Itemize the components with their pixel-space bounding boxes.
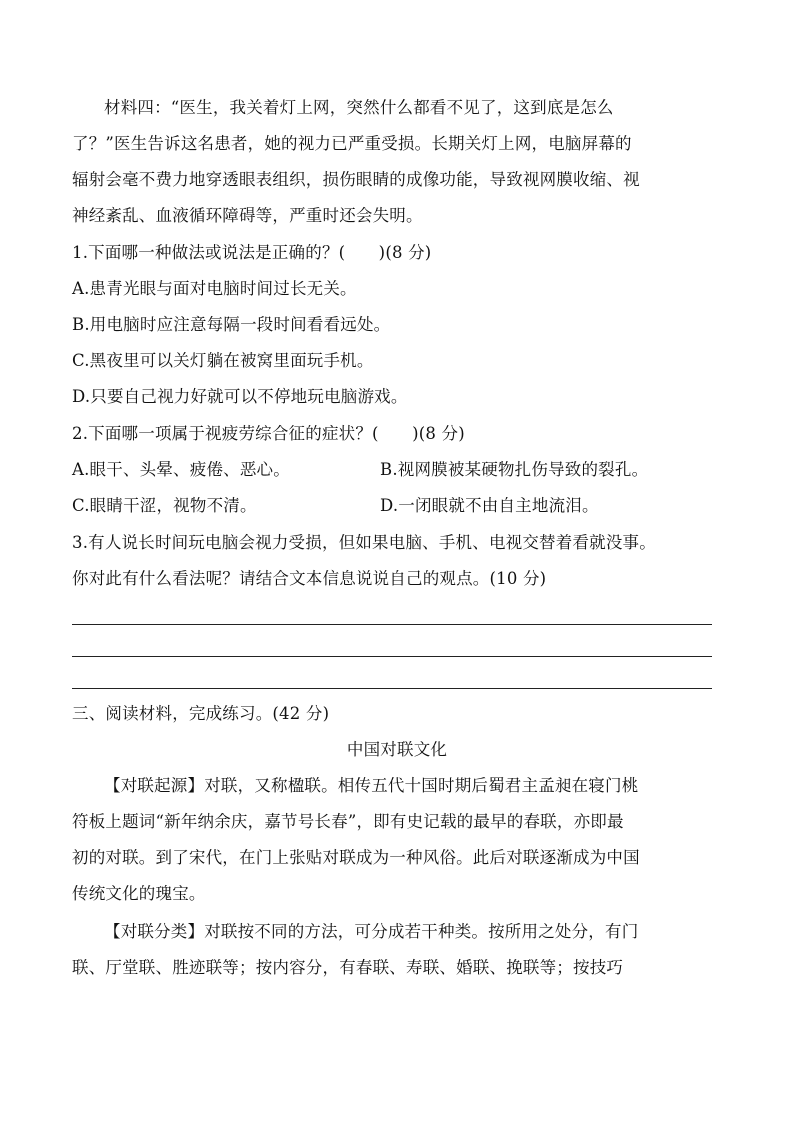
question-2-option-b: B.视网膜被某硬物扎伤导致的裂孔。 bbox=[380, 460, 649, 479]
question-1-option-a: A.患青光眼与面对电脑时间过长无关。 bbox=[72, 279, 357, 298]
origin-paragraph-line-4: 传统文化的瑰宝。 bbox=[72, 884, 206, 903]
material4-line-4: 神经紊乱、血液循环障碍等，严重时还会失明。 bbox=[72, 206, 423, 225]
section-3-heading: 三、阅读材料，完成练习。(42 分) bbox=[72, 704, 330, 723]
answer-line-3[interactable] bbox=[72, 688, 712, 689]
question-3-line-1: 3.有人说长时间玩电脑会视力受损，但如果电脑、手机、电视交替着看就没事。 bbox=[72, 533, 656, 552]
material4-line-2: 了？”医生告诉这名患者，她的视力已严重受损。长期关灯上网，电脑屏幕的 bbox=[72, 134, 632, 153]
question-1-stem: 1.下面哪一种做法或说法是正确的？( )(8 分) bbox=[72, 243, 432, 262]
question-1-option-b: B.用电脑时应注意每隔一段时间看看远处。 bbox=[72, 315, 391, 334]
category-paragraph-line-2: 联、厅堂联、胜迹联等；按内容分，有春联、寿联、婚联、挽联等；按技巧 bbox=[72, 958, 624, 977]
material4-line-1: 材料四：“医生，我关着灯上网，突然什么都看不见了，这到底是怎么 bbox=[104, 98, 614, 117]
origin-paragraph-line-1: 【对联起源】对联，又称楹联。相传五代十国时期后蜀君主孟昶在寝门桃 bbox=[104, 776, 639, 795]
question-2-stem: 2.下面哪一项属于视疲劳综合征的症状？( )(8 分) bbox=[72, 424, 465, 443]
article-title: 中国对联文化 bbox=[346, 740, 448, 759]
question-1-option-d: D.只要自己视力好就可以不停地玩电脑游戏。 bbox=[72, 387, 408, 406]
origin-paragraph-line-2: 符板上题词“新年纳余庆，嘉节号长春”，即有史记载的最早的春联，亦即最 bbox=[72, 812, 624, 831]
category-paragraph-line-1: 【对联分类】对联按不同的方法，可分成若干种类。按所用之处分，有门 bbox=[104, 922, 639, 941]
question-1-option-c: C.黑夜里可以关灯躺在被窝里面玩手机。 bbox=[72, 351, 374, 370]
question-2-option-c: C.眼睛干涩，视物不清。 bbox=[72, 496, 257, 515]
answer-line-2[interactable] bbox=[72, 656, 712, 657]
answer-line-1[interactable] bbox=[72, 624, 712, 625]
question-3-line-2: 你对此有什么看法呢？请结合文本信息说说自己的观点。(10 分) bbox=[72, 569, 547, 588]
question-2-option-d: D.一闭眼就不由自主地流泪。 bbox=[380, 496, 599, 515]
origin-paragraph-line-3: 初的对联。到了宋代，在门上张贴对联成为一种风俗。此后对联逐渐成为中国 bbox=[72, 848, 640, 867]
question-2-option-a: A.眼干、头晕、疲倦、恶心。 bbox=[72, 460, 290, 479]
material4-line-3: 辐射会毫不费力地穿透眼表组织，损伤眼睛的成像功能，导致视网膜收缩、视 bbox=[72, 170, 640, 189]
